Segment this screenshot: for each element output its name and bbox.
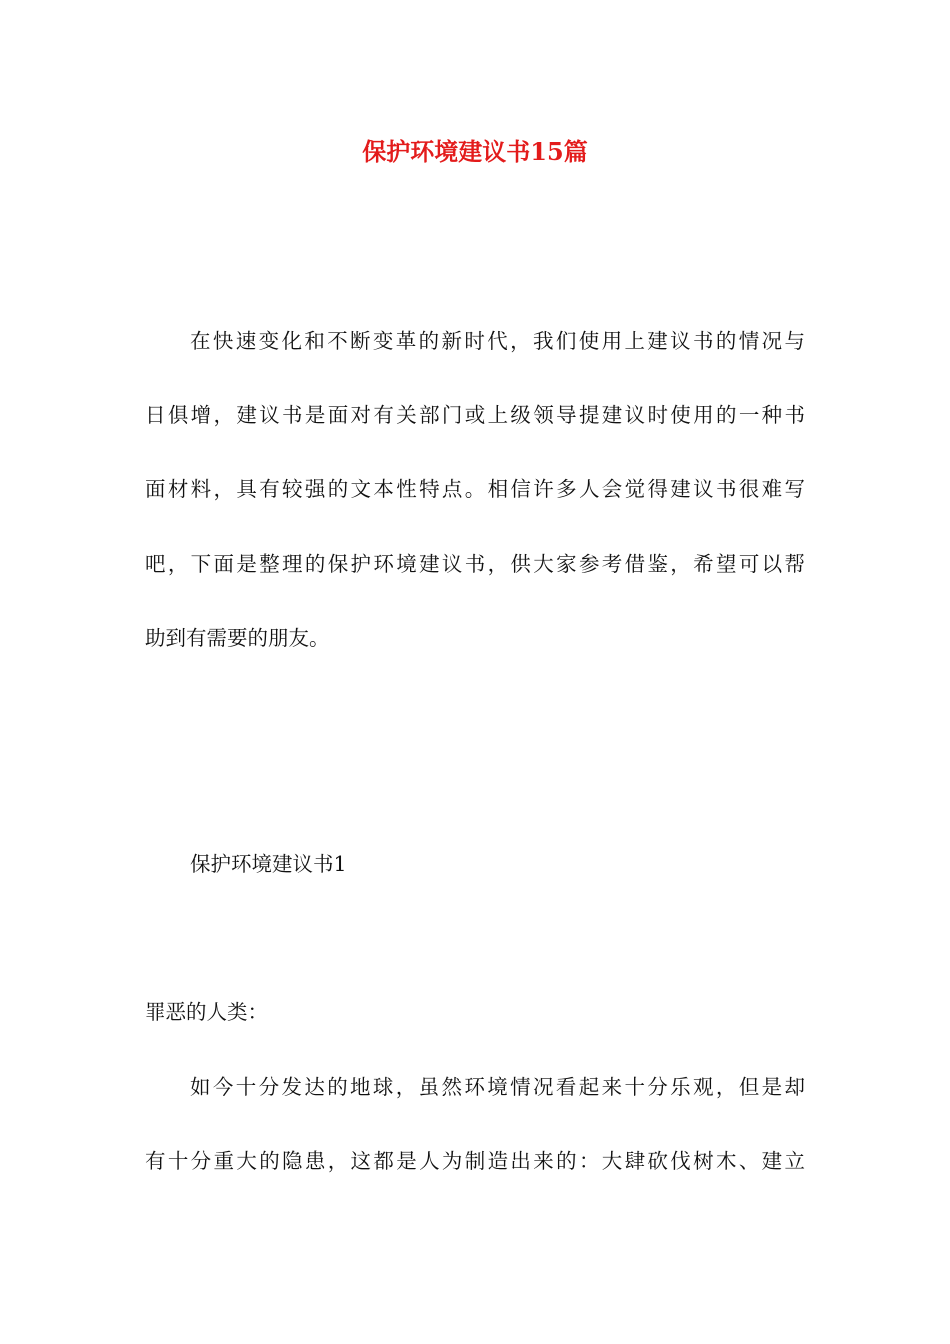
body-line-1: 如今十分发达的地球，虽然环境情况看起来十分乐观，但是却 [190, 1075, 805, 1099]
document-title: 保护环境建议书15篇 [362, 137, 588, 166]
intro-line-5: 助到有需要的朋友。 [145, 626, 330, 650]
intro-line-4: 吧，下面是整理的保护环境建议书，供大家参考借鉴，希望可以帮 [145, 552, 805, 576]
body-line-2: 有十分重大的隐患，这都是人为制造出来的：大肆砍伐树木、建立 [145, 1149, 805, 1173]
salutation: 罪恶的人类： [145, 1000, 268, 1024]
intro-line-3: 面材料，具有较强的文本性特点。相信许多人会觉得建议书很难写 [145, 477, 805, 501]
intro-line-2: 日俱增，建议书是面对有关部门或上级领导提建议时使用的一种书 [145, 403, 805, 427]
section-heading: 保护环境建议书1 [190, 852, 347, 876]
intro-line-1: 在快速变化和不断变革的新时代，我们使用上建议书的情况与 [190, 329, 805, 353]
